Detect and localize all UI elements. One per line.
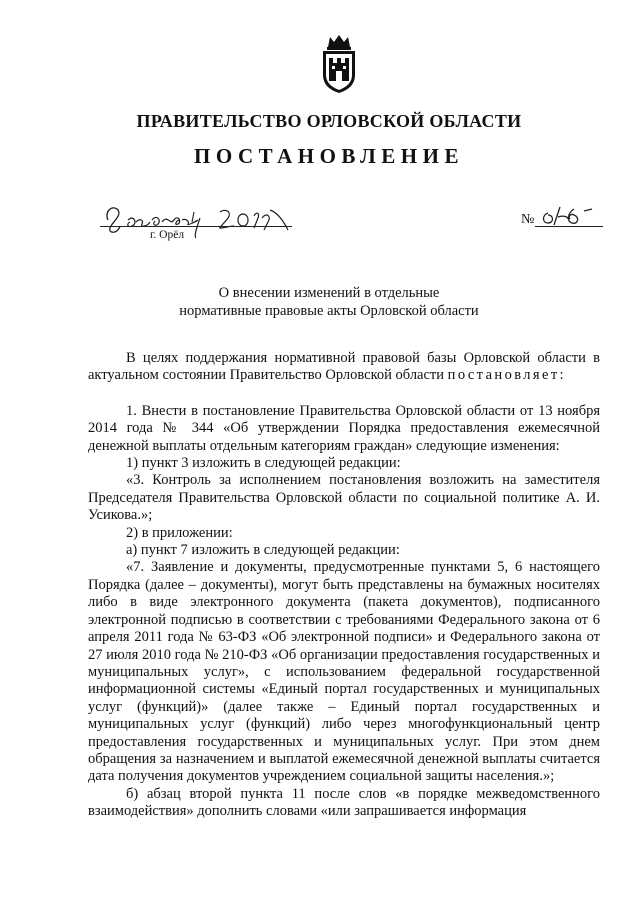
document-body — [88, 350, 600, 821]
subject-line-1: О внесении изменений в отдельные — [218, 285, 440, 301]
paragraph-7: б) абзац второй пункта 11 после слов «в порядке межведомственного взаимодействия» дополнить словами «или запрашивается информация — [88, 785, 600, 820]
preamble-action: постановляет: — [447, 367, 566, 384]
subject-line-2: нормативные правовые акты Орловской области — [179, 303, 479, 319]
number-underline — [535, 226, 603, 227]
document-subject — [0, 284, 640, 320]
number-sign: № — [521, 212, 535, 227]
paragraph-1: 1. Внести в постановление Правительства Орловской области от 13 ноября 2014 года № 344 «Об утверждении Порядка предоставления ежемесячной денежной выплаты отдельным категориям граждан» следующие изменения: — [88, 402, 600, 454]
document-type-title: ПОСТАНОВЛЕНИЕ — [194, 144, 464, 168]
city-label: г. Орёл — [150, 229, 185, 241]
preamble-text: В целях поддержания нормативной правовой базы Орловской области в актуальном состоянии Правительство Орловской области — [88, 350, 600, 384]
paragraph-2: 1) пункт 3 изложить в следующей редакции: — [126, 455, 401, 472]
government-name: ПРАВИТЕЛЬСТВО ОРЛОВСКОЙ ОБЛАСТИ — [136, 111, 522, 131]
paragraph-3: «3. Контроль за исполнением постановления возложить на заместителя Председателя Правительства Орловской области по социальной политике А. И. Усикова.»; — [88, 472, 600, 524]
coat-of-arms-emblem — [318, 33, 360, 95]
paragraph-4: 2) в приложении: — [126, 524, 233, 541]
paragraph-6: «7. Заявление и документы, предусмотренные пунктами 5, 6 настоящего Порядка (далее – документы), могут быть представлены на бумажных носителях либо в виде электронного документа (пакета документов), подписанного электронной подписью в соответствии с требованиями Федерального закона от 6 апреля 2011 года № 63-ФЗ «Об электронной подписи» и Федерального закона от 27 июля 2010 года № 210-ФЗ «Об организации предоставления государственных и муниципальных услуг», с использованием федеральной государственной информационной системы «Единый портал государственных и муниципальных услуг (функций)» (далее также – Единый портал государственных и муниципальных услуг (функций) либо через многофункциональный центр предоставления государственных и муниципальных услуг. При этом днем обращения за назначением и выплатой ежемесячной денежной выплаты считается дата получения документов учреждением социальной защиты населения.»; — [88, 559, 600, 785]
preamble-paragraph — [88, 350, 600, 385]
paragraph-5: а) пункт 7 изложить в следующей редакции: — [126, 542, 400, 559]
handwritten-date — [102, 198, 292, 240]
date-underline — [100, 226, 292, 227]
